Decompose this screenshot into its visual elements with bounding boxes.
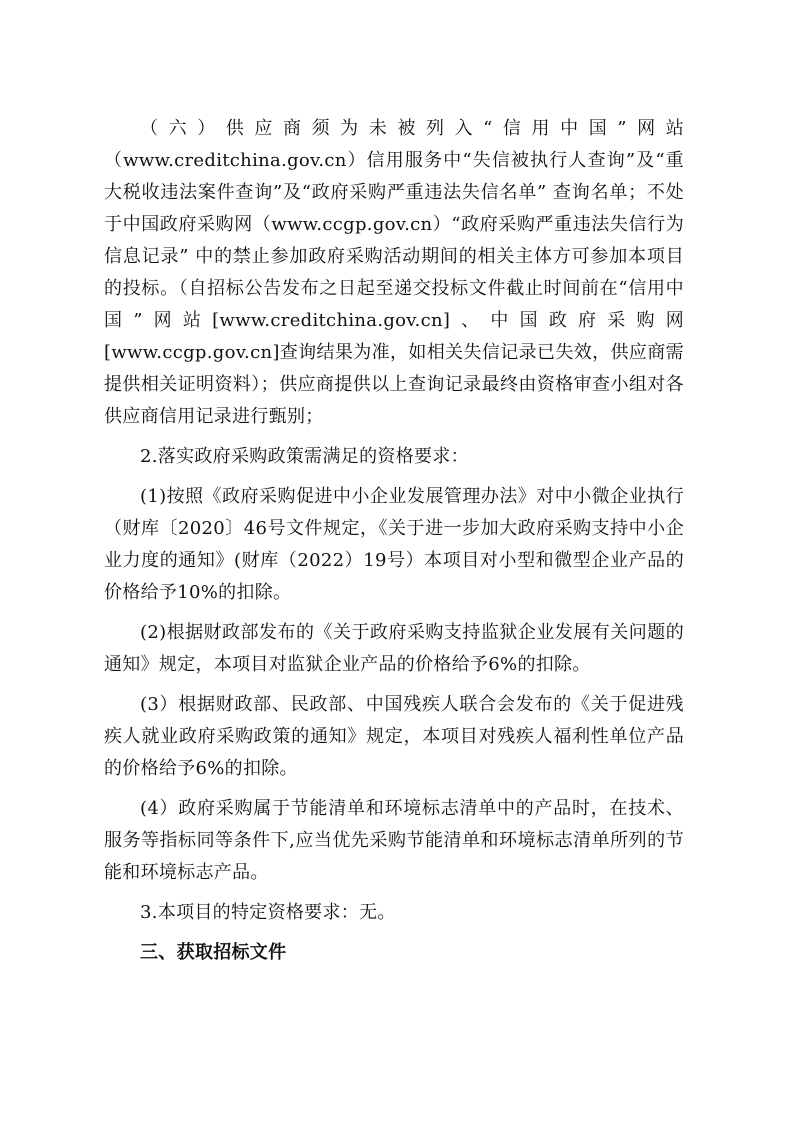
paragraph-sme-policy: (1)按照《政府采购促进中小企业发展管理办法》对中小微企业执行（财库〔2020〕46号文件规定，《关于进一步加大政府采购支持中小企业力度的通知》(财库（2022）19号）本项目对小型和微型企业产品的价格给予10%的扣除。 xyxy=(104,486,684,603)
section-heading: 三、获取招标文件 xyxy=(140,942,287,963)
paragraph-energy-saving-policy: (4）政府采购属于节能清单和环境标志清单中的产品时，在技术、服务等指标同等条件下,应当优先采购节能清单和环境标志清单所列的节能和环境标志产品。 xyxy=(104,798,684,883)
document-body xyxy=(104,113,684,977)
paragraph-specific-requirements: 3.本项目的特定资格要求：无。 xyxy=(140,902,396,923)
paragraph-disability-policy: (3）根据财政部、民政部、中国残疾人联合会发布的《关于促进残疾人就业政府采购政策的通知》规定，本项目对残疾人福利性单位产品的价格给予6%的扣除。 xyxy=(104,694,684,779)
paragraph-credit-requirement: （六）供应商须为未被列入“信用中国”网站（www.creditchina.gov.cn）信用服务中“失信被执行人查询”及“重大税收违法案件查询”及“政府采购严重违法失信名单” 查询名单；不处于中国政府采购网（www.ccgp.gov.cn）“政府采购严重违法失信行为信息记录” 中的禁止参加政府采购活动期间的相关主体方可参加本项目的投标。（自招标公告发布之日起至递交投标文件截止时间前在“信用中国”网站[www.creditchina.gov.cn]、中国政府采购网[www.ccgp.gov.cn]查询结果为准，如相关失信记录已失效，供应商需提供相关证明资料）；供应商提供以上查询记录最终由资格审查小组对各供应商信用记录进行甄别； xyxy=(104,118,684,427)
paragraph-prison-enterprise-policy: (2)根据财政部发布的《关于政府采购支持监狱企业发展有关问题的通知》规定，本项目对监狱企业产品的价格给予6%的扣除。 xyxy=(104,622,684,675)
paragraph-policy-requirements-title: 2.落实政府采购政策需满足的资格要求： xyxy=(140,446,469,467)
